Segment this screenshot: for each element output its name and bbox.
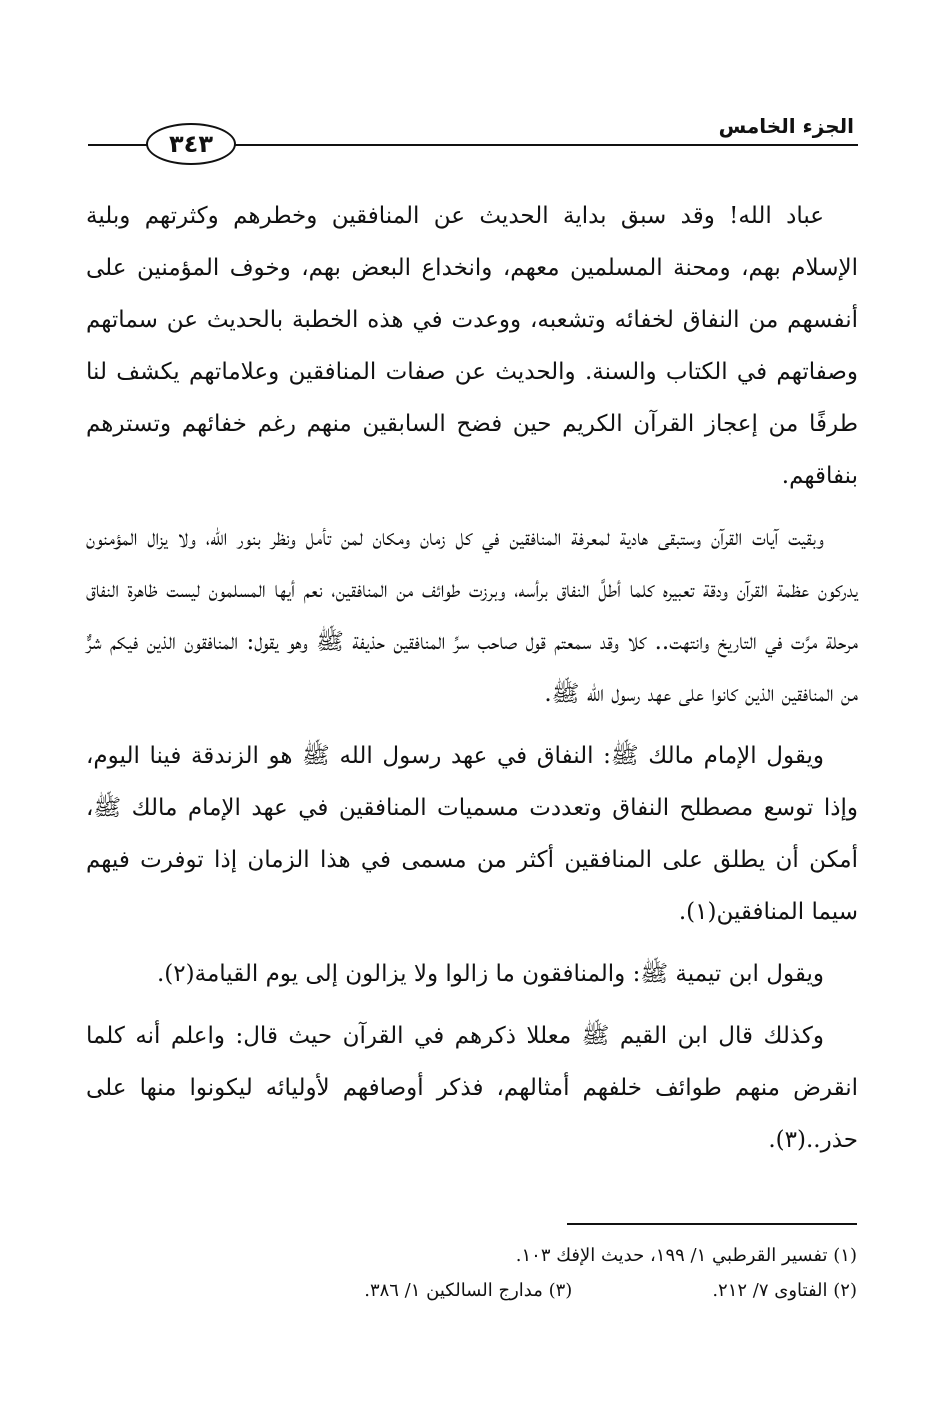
footnote-row-2 xyxy=(177,1273,857,1308)
footnote-separator xyxy=(567,1223,857,1225)
footnote-2: (٢) الفتاوى ٧/ ٢١٢. xyxy=(712,1280,857,1301)
paragraph-5: وكذلك قال ابن القيم ﷺ معللا ذكرهم في القرآن حيث قال: واعلم أنه كلما انقرض منهم طوائف خلفهم أمثالهم، فذكر أوصافهم لأوليائه ليكونوا منها على حذر..(٣). xyxy=(86,1023,858,1153)
footnote-row-1 xyxy=(177,1238,857,1273)
paragraph-4: ويقول ابن تيمية ﷺ: والمنافقون ما زالوا ولا يزالون إلى يوم القيامة(٢). xyxy=(157,961,824,987)
page-number: ٣٤٣ xyxy=(169,130,213,158)
paragraph-3: ويقول الإمام مالك ﷺ: النفاق في عهد رسول الله ﷺ هو الزندقة فينا اليوم، وإذا توسع مصطلح النفاق وتعددت مسميات المنافقين في عهد الإمام مالك ﷺ، أمكن أن يطلق على المنافقين أكثر من مسمى في هذا الزمان إذا توفرت فيهم سيما المنافقين(١). xyxy=(86,743,858,925)
page-number-badge xyxy=(146,123,236,165)
page-header xyxy=(88,108,858,174)
paragraph-2: وبقيت آيات القرآن وستبقى هادية لمعرفة المنافقين في كل زمان ومكان لمن تأمل ونظر بنور الله، ولا يزال المؤمنون يدركون عظمة القرآن ودقة تعبيره كلما أطلَّ النفاق برأسه، وبرزت طوائف من المنافقين، نعم أيها المسلمون ليست ظاهرة النفاق مرحلة مرَّت في التاريخ وانتهت.. كلا وقد سمعتم قول صاحب سرِّ المنافقين حذيفة ﷺ وهو يقول: المنافقون الذين فيكم شرٌّ من المنافقين الذين كانوا على عهد رسول الله ﷺ. xyxy=(86,525,858,707)
footnote-1: (١) تفسير القرطبي ١/ ١٩٩، حديث الإفك ١٠٣. xyxy=(515,1245,857,1266)
main-text xyxy=(86,190,858,1176)
part-title: الجزء الخامس xyxy=(718,114,854,138)
footnotes xyxy=(177,1238,857,1308)
paragraph-1: عباد الله! وقد سبق بداية الحديث عن المنافقين وخطرهم وكثرتهم وبلية الإسلام بهم، ومحنة المسلمين معهم، وانخداع البعض بهم، وخوف المؤمنين على أنفسهم من النفاق لخفائه وتشعبه، ووعدت في هذه الخطبة بالحديث عن سماتهم وصفاتهم في الكتاب والسنة. والحديث عن صفات المنافقين وعلاماتهم يكشف لنا طرفًا من إعجاز القرآن الكريم حين فضح السابقين منهم رغم خفائهم وتسترهم بنفاقهم. xyxy=(86,203,858,489)
footnote-3: (٣) مدارج السالكين ١/ ٣٨٦. xyxy=(364,1280,573,1301)
